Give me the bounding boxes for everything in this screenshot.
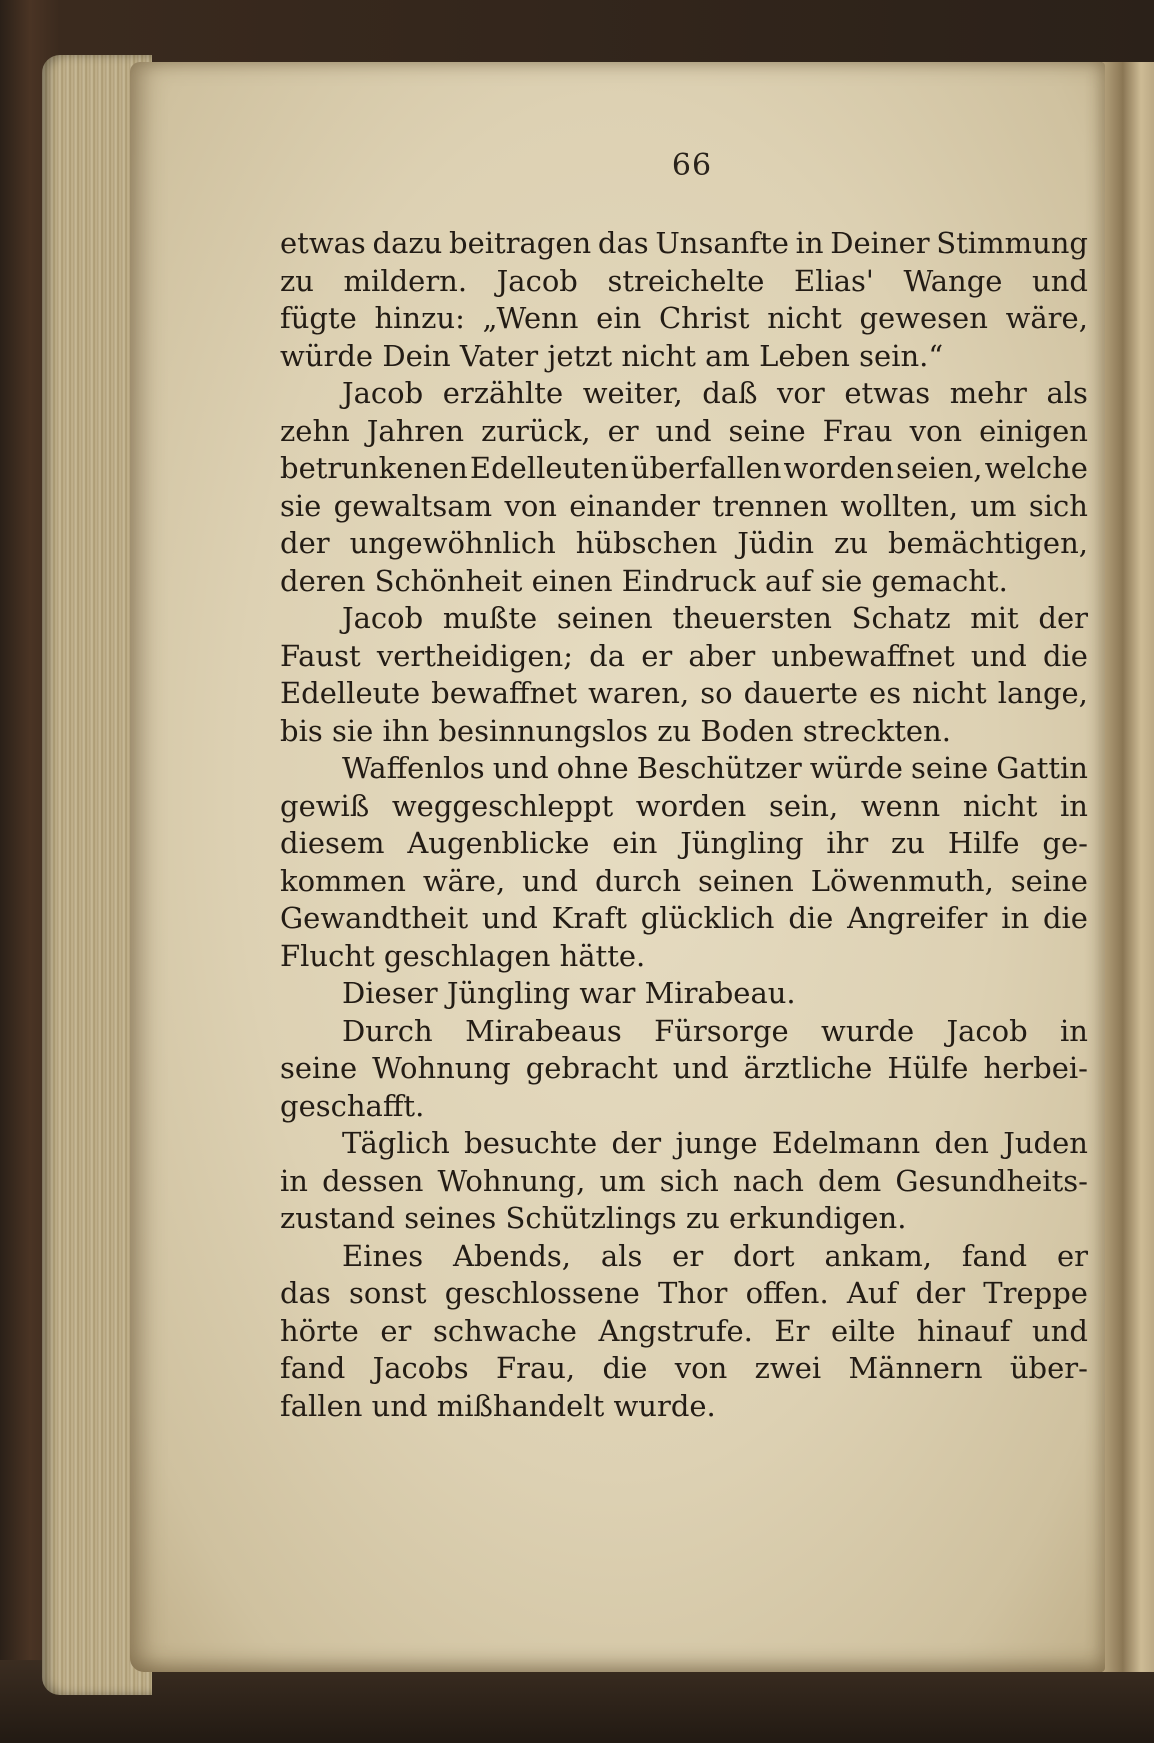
word: von — [674, 1351, 728, 1385]
word: mißhandelt — [436, 1388, 614, 1423]
word: der — [1038, 601, 1088, 635]
word: Hülfe — [887, 1051, 969, 1085]
word: erkundigen. — [729, 1201, 907, 1235]
word: sein, — [768, 788, 839, 823]
word: nicht — [962, 788, 1038, 823]
word: in — [795, 226, 824, 260]
word: trennen — [712, 488, 829, 523]
text-line — [280, 825, 1088, 863]
word: seine — [910, 751, 989, 785]
word: nicht — [767, 301, 842, 335]
word: gebracht — [525, 1051, 658, 1085]
word: streckten. — [802, 713, 951, 748]
body-text — [280, 225, 1088, 1425]
paragraph-first-line — [280, 1238, 1088, 1276]
word: Jüngling — [446, 976, 580, 1010]
word: von — [504, 488, 557, 523]
word: wurde. — [613, 1388, 716, 1423]
text-line — [280, 1050, 1088, 1088]
word: Jahren — [366, 413, 465, 448]
word: daß — [702, 376, 758, 410]
word: einen — [531, 563, 622, 598]
word: herbei- — [983, 1051, 1088, 1085]
word: gewesen — [859, 301, 988, 335]
word: ohne — [556, 751, 629, 785]
word: der — [611, 1126, 662, 1160]
word: seines — [404, 1201, 506, 1235]
word: Jacob — [342, 376, 424, 410]
word: das — [280, 1276, 331, 1310]
word: junge — [675, 1126, 758, 1160]
word: Männern — [848, 1351, 983, 1385]
word: Jacob — [946, 1013, 1028, 1048]
text-line — [280, 338, 1088, 376]
word: zu — [834, 526, 869, 560]
word: hinzu: — [374, 301, 465, 335]
word: besuchte — [464, 1126, 598, 1160]
word: hörte — [280, 1313, 359, 1348]
text-line — [280, 1350, 1088, 1388]
text-line — [280, 1388, 1088, 1426]
word: der — [280, 526, 330, 560]
word: Stimmung — [936, 226, 1088, 260]
word: eilte — [831, 1313, 896, 1348]
word: geschlagen — [383, 938, 560, 973]
word: Edelleute — [280, 676, 421, 710]
word: einigen — [979, 413, 1088, 448]
text-line — [280, 1163, 1088, 1201]
word: bis — [280, 713, 332, 748]
word: „Wenn — [482, 301, 579, 335]
word: ankam, — [824, 1238, 932, 1273]
word: dort — [733, 1238, 795, 1273]
word: Jacob — [342, 601, 424, 635]
text-line — [280, 638, 1088, 676]
word: seine — [280, 1051, 358, 1085]
word: Durch — [342, 1013, 433, 1048]
word: theuersten — [672, 601, 832, 635]
word: Auf — [846, 1276, 898, 1310]
word: Juden — [1003, 1126, 1088, 1160]
word: streichelte — [607, 263, 765, 298]
word: Wohnung — [372, 1051, 511, 1085]
word: hübschen — [575, 526, 718, 560]
word: etwas — [280, 226, 366, 260]
word: geschafft. — [280, 1088, 425, 1123]
word: Jüdin — [737, 526, 815, 560]
text-line — [280, 525, 1088, 563]
word: ge- — [1042, 826, 1088, 860]
word: etwas — [844, 376, 931, 410]
word: weggeschleppt — [391, 788, 614, 823]
word: sich — [659, 1163, 719, 1198]
word: den — [934, 1126, 989, 1160]
word: Treppe — [983, 1276, 1088, 1310]
text-line — [280, 713, 1088, 751]
word: Leben — [759, 338, 860, 373]
word: Schatz — [851, 601, 951, 635]
word: weiter, — [582, 376, 683, 410]
word: würde — [280, 338, 383, 373]
word: und — [371, 1388, 437, 1423]
word: Flucht — [280, 938, 384, 973]
word: gewaltsam — [333, 488, 493, 523]
paragraph-first-line — [280, 975, 1088, 1013]
word: zu — [657, 713, 701, 748]
word: Dieser — [342, 976, 447, 1010]
page-number: 66 — [671, 148, 713, 183]
word: wäre, — [1005, 301, 1088, 335]
word: Faust — [280, 638, 361, 673]
word: aber — [688, 638, 756, 673]
word: offen. — [745, 1276, 829, 1310]
word: und — [672, 1051, 729, 1085]
text-line — [280, 900, 1088, 938]
word: in — [1060, 788, 1088, 823]
word: Edelleuten — [469, 451, 629, 485]
word: nach — [732, 1163, 804, 1198]
word: so — [700, 676, 733, 710]
word: die — [602, 1351, 648, 1385]
word: Gattin — [996, 751, 1088, 785]
word: nicht — [912, 676, 987, 710]
word: ungewöhnlich — [349, 526, 556, 560]
word: als — [600, 1238, 643, 1273]
word: gemacht. — [871, 563, 1008, 598]
word: hinauf — [917, 1313, 1011, 1348]
word: sonst — [348, 1276, 427, 1310]
text-line — [280, 863, 1088, 901]
word: die — [1042, 901, 1088, 935]
word: Beschützer — [636, 751, 802, 785]
word: Er — [774, 1313, 810, 1348]
word: würde — [809, 751, 903, 785]
word: Mirabeau. — [644, 976, 796, 1010]
word: geschlossene — [444, 1276, 640, 1310]
text-line — [280, 263, 1088, 301]
word: wollten, — [840, 488, 959, 523]
word: jetzt — [547, 338, 622, 373]
text-line — [280, 1200, 1088, 1238]
word: und — [492, 751, 549, 785]
text-line — [280, 1275, 1088, 1313]
word: dauerte — [743, 676, 858, 710]
word: Elias' — [794, 263, 874, 298]
word: sie — [820, 563, 872, 598]
word: er — [1056, 1238, 1088, 1273]
word: Eindruck — [621, 563, 766, 598]
word: in — [1001, 901, 1030, 935]
word: vor — [777, 376, 825, 410]
word: zu — [685, 1201, 729, 1235]
word: und — [970, 638, 1027, 673]
word: dessen — [322, 1163, 424, 1198]
word: Vater — [459, 338, 548, 373]
word: seine — [1010, 863, 1088, 898]
word: Täglich — [342, 1126, 450, 1160]
word: er — [380, 1313, 412, 1348]
word: zehn — [280, 413, 350, 448]
paragraph-first-line — [280, 750, 1088, 788]
word: Christ — [658, 301, 750, 335]
word: zu — [280, 263, 314, 298]
word: ihr — [826, 826, 869, 860]
word: seinen — [697, 863, 794, 898]
word: hätte. — [559, 938, 646, 973]
word: unbewaffnet — [771, 638, 955, 673]
text-line — [280, 413, 1088, 451]
word: diesem — [280, 826, 385, 860]
word: Hilfe — [947, 826, 1020, 860]
word: besinnungslos — [438, 713, 658, 748]
word: sie — [331, 713, 383, 748]
text-line — [280, 675, 1088, 713]
word: Eines — [342, 1238, 424, 1273]
word: seinen — [556, 601, 653, 635]
word: lange, — [997, 676, 1088, 710]
word: ein — [596, 301, 642, 335]
word: fallen — [280, 1388, 372, 1423]
word: fand — [961, 1238, 1028, 1273]
book-cover-bottom-edge — [0, 1660, 1154, 1743]
word: Boden — [700, 713, 803, 748]
text-line — [280, 1313, 1088, 1351]
word: die — [788, 901, 834, 935]
word: mildern. — [343, 263, 468, 298]
word: ihn — [382, 713, 439, 748]
word: Jüngling — [680, 826, 804, 860]
word: vertheidigen; — [376, 638, 574, 673]
word: er — [607, 413, 639, 448]
word: überfallen — [630, 451, 782, 485]
word: worden — [783, 451, 895, 485]
word: kommen — [280, 863, 406, 898]
word: auf — [765, 563, 821, 598]
word: glücklich — [640, 901, 775, 935]
text-line — [280, 938, 1088, 976]
word: am — [705, 338, 760, 373]
word: seine — [728, 413, 806, 448]
word: Angreifer — [847, 901, 988, 935]
word: mit — [970, 601, 1019, 635]
word: Jacobs — [372, 1351, 469, 1385]
word: um — [970, 488, 1017, 523]
word: die — [1042, 638, 1088, 673]
text-line — [280, 563, 1088, 601]
paragraph-first-line — [280, 1125, 1088, 1163]
word: ärztliche — [743, 1051, 873, 1085]
word: und — [1032, 263, 1088, 298]
word: Wohnung, — [437, 1163, 586, 1198]
word: mußte — [442, 601, 538, 635]
word: erzählte — [442, 376, 564, 410]
word: Dein — [382, 338, 460, 373]
word: fand — [280, 1351, 346, 1385]
word: Fürsorge — [654, 1013, 789, 1048]
word: wenn — [860, 788, 941, 823]
word: von — [909, 413, 963, 448]
word: da — [589, 638, 626, 673]
word: Mirabeaus — [465, 1013, 622, 1048]
word: und — [481, 901, 538, 935]
word: zustand — [280, 1201, 405, 1235]
word: einander — [569, 488, 700, 523]
word: Jacob — [496, 263, 578, 298]
word: schwache — [432, 1313, 577, 1348]
word: war — [579, 976, 645, 1010]
word: bemächtigen, — [887, 526, 1088, 560]
word: durch — [594, 863, 681, 898]
word: sich — [1028, 488, 1088, 523]
word: ein — [612, 826, 658, 860]
text-line — [280, 300, 1088, 338]
word: Angstrufe. — [598, 1313, 753, 1348]
word: zwei — [754, 1351, 822, 1385]
word: Löwenmuth, — [810, 863, 994, 898]
word: in — [280, 1163, 308, 1198]
word: Waffenlos — [342, 751, 485, 785]
word: fügte — [280, 301, 357, 335]
word: zu — [891, 826, 925, 860]
word: um — [599, 1163, 646, 1198]
word: der — [915, 1276, 966, 1310]
word: Schönheit — [374, 563, 532, 598]
word: seien, — [896, 451, 983, 485]
word: und — [655, 413, 712, 448]
word: Schützlings — [505, 1201, 686, 1235]
text-line — [280, 450, 1088, 488]
word: zurück, — [481, 413, 591, 448]
word: waren, — [588, 676, 690, 710]
text-line — [280, 1088, 1088, 1126]
word: das — [597, 226, 649, 260]
word: Abends, — [453, 1238, 572, 1273]
word: mehr — [949, 376, 1027, 410]
word: er — [672, 1238, 704, 1273]
paragraph-first-line — [280, 1013, 1088, 1051]
word: dazu — [372, 226, 443, 260]
word: Deiner — [830, 226, 930, 260]
word: Gesundheits- — [895, 1163, 1088, 1198]
word: welche — [984, 451, 1088, 485]
text-line — [280, 788, 1088, 826]
word: dem — [818, 1163, 882, 1198]
word: in — [1060, 1013, 1088, 1048]
word: nicht — [621, 338, 706, 373]
paragraph-first-line — [280, 600, 1088, 638]
word: bewaffnet — [431, 676, 578, 710]
word: wurde — [821, 1013, 915, 1048]
word: worden — [635, 788, 747, 823]
word: betrunkenen — [280, 451, 468, 485]
word: Thor — [658, 1276, 728, 1310]
word: und — [522, 863, 579, 898]
paragraph-first-line — [280, 375, 1088, 413]
book-gutter — [1102, 62, 1154, 1672]
word: sein.“ — [859, 338, 944, 373]
word: wäre, — [422, 863, 506, 898]
word: Unsanfte — [655, 226, 789, 260]
word: sie — [280, 488, 322, 523]
word: gewiß — [280, 788, 370, 823]
text-line — [280, 488, 1088, 526]
word: es — [869, 676, 902, 710]
word: und — [1031, 1313, 1088, 1348]
word: er — [641, 638, 673, 673]
text-line — [280, 225, 1088, 263]
word: Frau, — [495, 1351, 576, 1385]
word: beitragen — [449, 226, 592, 260]
word: Frau — [822, 413, 893, 448]
word: als — [1046, 376, 1088, 410]
word: deren — [280, 563, 375, 598]
word: Gewandtheit — [280, 901, 469, 935]
word: Augenblicke — [407, 826, 590, 860]
word: Wange — [903, 263, 1003, 298]
word: Kraft — [551, 901, 627, 935]
word: über- — [1009, 1351, 1088, 1385]
word: Edelmann — [771, 1126, 921, 1160]
